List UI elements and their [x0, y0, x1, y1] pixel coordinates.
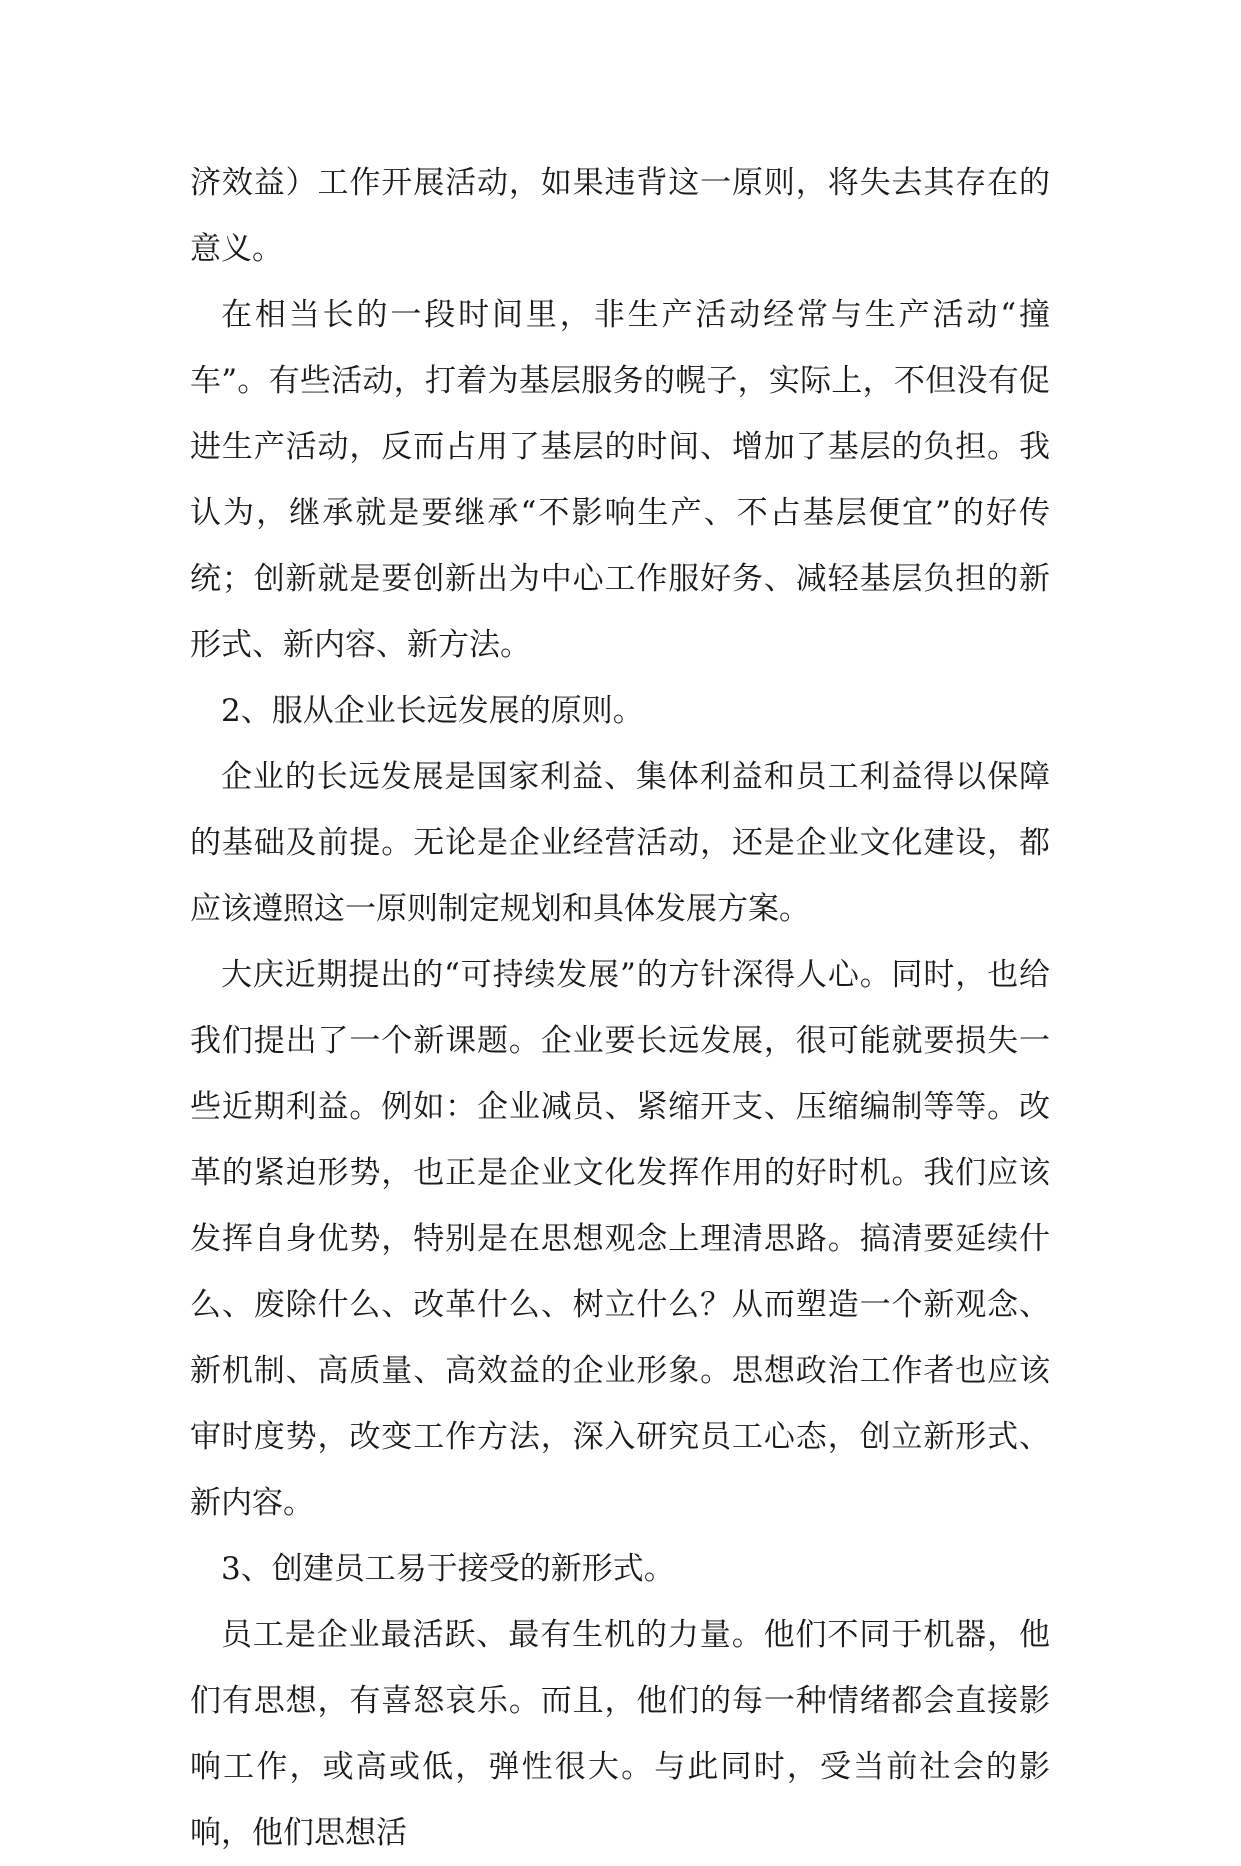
- paragraph-long-term: 企业的长远发展是国家利益、集体利益和员工利益得以保障的基础及前提。无论是企业经营活动，还是企业文化建设，都应该遵照这一原则制定规划和具体发展方案。: [190, 759, 1050, 927]
- paragraph-collision: 在相当长的一段时间里，非生产活动经常与生产活动“撞车”。有些活动，打着为基层服务的幌子，实际上，不但没有促进生产活动，反而占用了基层的时间、增加了基层的负担。我认为，继承就是要继承“不影响生产、不占基层便宜”的好传统；创新就是要创新出为中心工作服好务、减轻基层负担的新形式、新内容、新方法。: [190, 297, 1050, 663]
- paragraph-continuation: 济效益）工作开展活动，如果违背这一原则，将失去其存在的意义。: [190, 165, 1050, 267]
- paragraph-employees: 员工是企业最活跃、最有生机的力量。他们不同于机器，他们有思想，有喜怒哀乐。而且，他们的每一种情绪都会直接影响工作，或高或低，弹性很大。与此同时，受当前社会的影响，他们思想活: [190, 1617, 1050, 1851]
- document-body: [190, 150, 1050, 1866]
- paragraph-sustainable: 大庆近期提出的“可持续发展”的方针深得人心。同时，也给我们提出了一个新课题。企业要长远发展，很可能就要损失一些近期利益。例如：企业减员、紧缩开支、压缩编制等等。改革的紧迫形势，也正是企业文化发挥作用的好时机。我们应该发挥自身优势，特别是在思想观念上理清思路。搞清要延续什么、废除什么、改革什么、树立什么？从而塑造一个新观念、新机制、高质量、高效益的企业形象。思想政治工作者也应该审时度势，改变工作方法，深入研究员工心态，创立新形式、新内容。: [190, 957, 1050, 1521]
- heading-principle-2: 2、服从企业长远发展的原则。: [221, 693, 644, 729]
- heading-principle-3: 3、创建员工易于接受的新形式。: [221, 1551, 675, 1587]
